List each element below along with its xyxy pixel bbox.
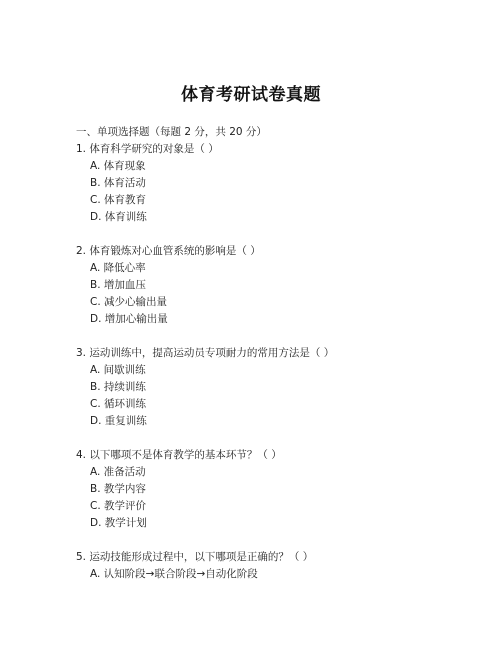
section-heading: 一、单项选择题（每题 2 分，共 20 分）: [76, 126, 267, 138]
option-list: [76, 464, 476, 532]
question-1: [76, 141, 476, 226]
option-list: [76, 566, 476, 583]
option-d: D. 重复训练: [90, 415, 147, 427]
option-d: D. 增加心输出量: [90, 313, 168, 325]
question-spacer: [76, 532, 476, 549]
question-stem: 1. 体育科学研究的对象是（ ）: [76, 143, 219, 155]
document-title: 体育考研试卷真题: [181, 85, 321, 105]
question-stem: 3. 运动训练中，提高运动员专项耐力的常用方法是（ ）: [76, 347, 335, 359]
option-b: B. 持续训练: [90, 381, 146, 393]
question-5: [76, 549, 476, 583]
option-a: A. 体育现象: [90, 160, 146, 172]
question-stem: 2. 体育锻炼对心血管系统的影响是（ ）: [76, 245, 261, 257]
option-b: B. 增加血压: [90, 279, 146, 291]
option-a: A. 间歇训练: [90, 364, 146, 376]
option-b: B. 体育活动: [90, 177, 146, 189]
option-list: [76, 362, 476, 430]
question-2: [76, 243, 476, 328]
option-a: A. 准备活动: [90, 466, 146, 478]
question-stem: 5. 运动技能形成过程中，以下哪项是正确的？（ ）: [76, 551, 314, 563]
question-4: [76, 447, 476, 532]
question-stem: 4. 以下哪项不是体育教学的基本环节？（ ）: [76, 449, 282, 461]
option-list: [76, 158, 476, 226]
question-3: [76, 345, 476, 430]
question-spacer: [76, 430, 476, 447]
option-b: B. 教学内容: [90, 483, 146, 495]
option-c: C. 减少心输出量: [90, 296, 168, 308]
option-d: D. 体育训练: [90, 211, 147, 223]
option-c: C. 循环训练: [90, 398, 147, 410]
option-list: [76, 260, 476, 328]
option-c: C. 教学评价: [90, 500, 147, 512]
question-spacer: [76, 328, 476, 345]
option-c: C. 体育教育: [90, 194, 147, 206]
option-a: A. 认知阶段→联合阶段→自动化阶段: [90, 568, 258, 580]
option-a: A. 降低心率: [90, 262, 146, 274]
option-d: D. 教学计划: [90, 517, 147, 529]
question-spacer: [76, 226, 476, 243]
exam-content: [76, 124, 476, 583]
